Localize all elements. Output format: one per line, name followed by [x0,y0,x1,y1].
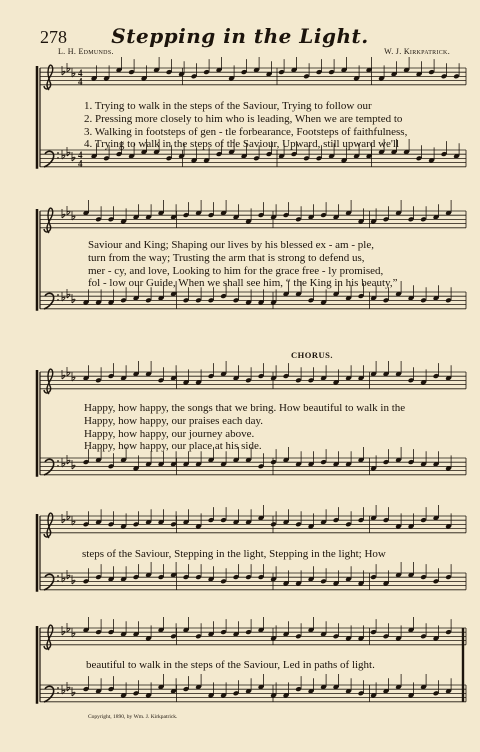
hymn-title: Stepping in the Light. [111,24,369,48]
flat-sign [72,692,75,696]
bass-clef-dot [57,465,59,467]
flat-sign [62,631,65,635]
lyric-line: 3. Walking in footsteps of gen - tle forbearance, Footsteps of faithfulness, [84,125,408,138]
flat-sign [62,375,65,379]
bass-clef [44,574,54,590]
treble-clef [44,513,53,538]
bass-clef-dot [57,692,59,694]
lyric-line: 2. Pressing more closely to him who is leading, When we are tempted to [84,112,403,125]
bass-clef-dot [57,294,59,296]
time-signature: 4 [78,68,83,78]
bass-clef-dot [57,460,59,462]
bass-clef-dot [57,157,59,159]
chorus-lyrics-system-5 [86,659,375,672]
flat-sign [62,71,65,75]
bass-clef [44,151,54,167]
time-signature: 4 [78,76,83,87]
lyric-line: turn from the way; Trusting the arm that is strong to defend us, [88,251,365,264]
lyric-line: Happy, how happy, our place at his side. [84,440,262,453]
lyric-line: Happy, how happy, the songs that we bring. How beautiful to walk in the [84,402,406,414]
bass-clef-dot [57,299,59,301]
hymn-number: 278 [40,27,67,47]
flat-sign [62,214,65,218]
bass-clef-dot [57,575,59,577]
flat-sign [72,580,75,584]
lyric-line: Saviour and King; Shaping our lives by his blessed ex - am - ple, [88,239,374,251]
lyric-line: 4. Trying to walk in the steps of the Saviour, Upward, still upward we'll [84,138,400,151]
bass-clef [44,459,54,475]
composer: W. J. Kirkpatrick. [384,47,450,56]
bass-clef-dot [57,580,59,582]
bass-clef-dot [57,152,59,154]
lyric-line: fol - low our Guide, When we shall see him, “ the King in his beauty,” [88,277,398,290]
lyric-line: steps of the Saviour, Stepping in the light, Stepping in the light; How [82,548,386,560]
lyric-line: mer - cy, and love, Looking to him for the grace free - ly promised, [88,264,384,277]
chorus-label: CHORUS. [291,350,333,360]
flat-sign [72,299,75,303]
lyric-line: beautiful to walk in the steps of the Saviour, Led in paths of light. [86,659,375,671]
chorus-lyrics-system-3 [84,402,405,453]
flat-sign [67,516,70,520]
flat-sign [62,519,65,523]
copyright-notice: Copyright, 1890, by Wm. J. Kirkpatrick. [88,714,178,720]
lyric-line: Happy, how happy, our journey above. [84,427,255,440]
flat-sign [67,372,70,376]
bass-clef-dot [57,687,59,689]
lyric-line: Happy, how happy, our praises each day. [84,414,263,427]
bass-clef [44,293,54,309]
treble-clef [44,625,53,650]
flat-sign [67,68,70,72]
lyricist: L. H. Edmunds. [58,47,114,56]
flat-sign [67,211,70,215]
lyric-line: 1. Trying to walk in the steps of the Saviour, Trying to follow our [84,100,372,112]
verse-lyrics-system-2 [88,239,397,290]
treble-clef [44,208,53,233]
flat-sign [67,628,70,632]
chorus-lyrics-system-4 [82,548,386,561]
time-signature: 4 [78,158,83,169]
time-signature: 4 [78,150,83,160]
flat-sign [72,157,75,161]
treble-clef [44,369,53,394]
verse-lyrics-system-1 [84,100,407,151]
treble-clef [44,65,53,90]
flat-sign [72,465,75,469]
bass-clef [44,686,54,702]
